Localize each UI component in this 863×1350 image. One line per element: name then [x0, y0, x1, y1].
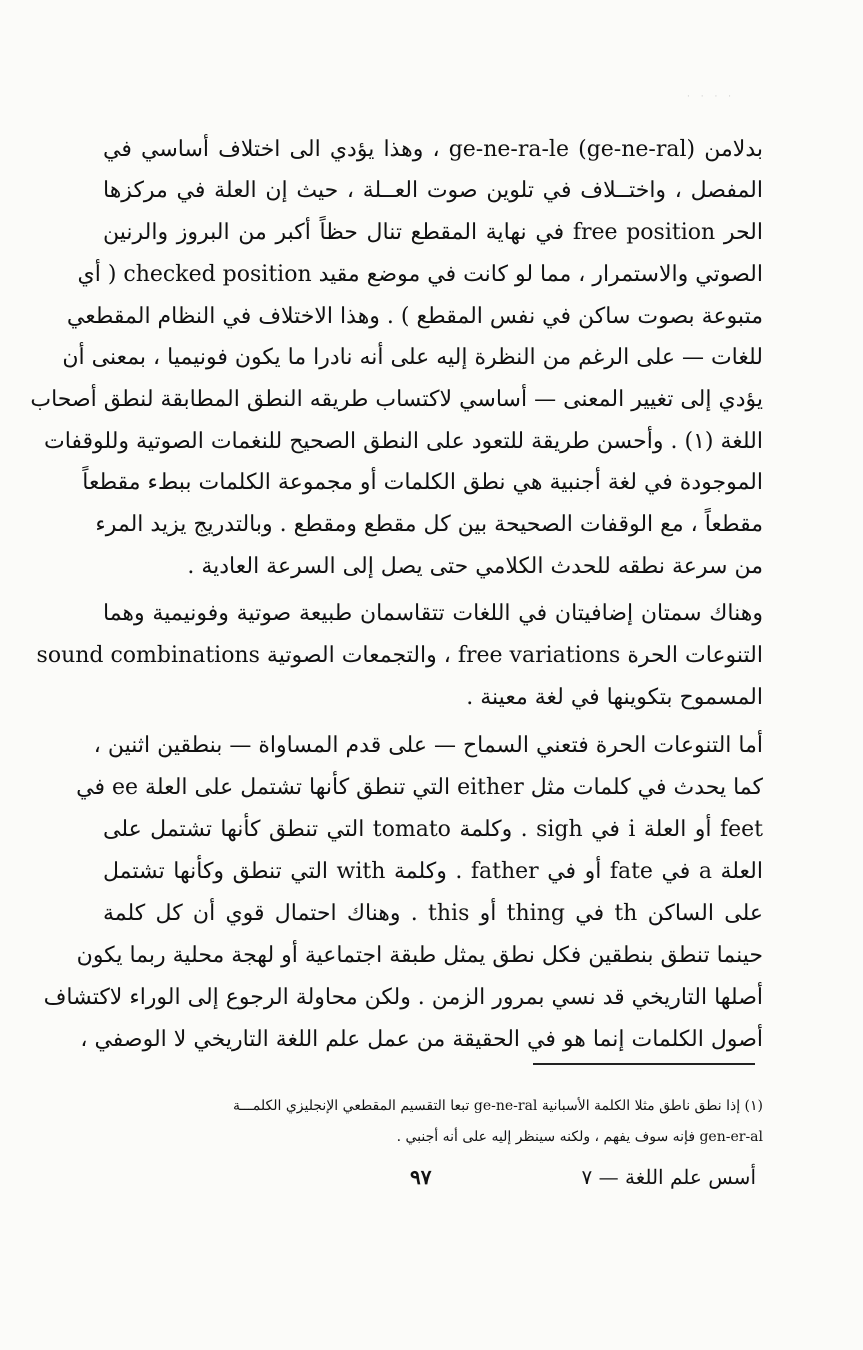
- scan-speck: · · · ·: [687, 92, 736, 102]
- body-line: وهناك سمتان إضافيتان في اللغات تتقاسمان طبيعة صوتية وفونيمية وهما: [103, 601, 763, 626]
- body-line: كما يحدث في كلمات مثل either التي تنطق كأنها تشتمل على العلة ee في: [76, 775, 763, 800]
- body-line: بدلامن ge-ne-ra-le (ge-ne-ral) ، وهذا يؤدي الى اختلاف أساسي في: [103, 137, 763, 162]
- footnote-line: (١) إذا نطق ناطق مثلا الكلمة الأسبانية ge-ne-ral تبعا التقسيم المقطعي الإنجليزي الكلمـــة: [232, 1098, 763, 1114]
- body-line: حينما تنطق بنطقين فكل نطق يمثل طبقة اجتماعية أو لهجة محلية ربما يكون: [76, 943, 763, 968]
- body-line: feet أو العلة i في sigh . وكلمة tomato التي تنطق كأنها تشتمل على: [103, 817, 763, 842]
- body-line: المفصل ، واختــلاف في تلوين صوت العــلة ، حيث إن العلة في مركزها: [103, 178, 763, 203]
- body-line: الصوتي والاستمرار ، مما لو كانت في موضع مقيد checked position ( أي: [77, 262, 763, 287]
- body-line: أما التنوعات الحرة فتعني السماح — على قدم المساواة — بنطقين اثنين ،: [93, 733, 763, 758]
- page-number: ٩٧: [410, 1165, 432, 1189]
- body-line: مقطعاً ، مع الوقفات الصحيحة بين كل مقطع ومقطع . وبالتدريج يزيد المرء: [95, 512, 763, 537]
- body-line: أصلها التاريخي قد نسي بمرور الزمن . ولكن محاولة الرجوع إلى الوراء لاكتشاف: [43, 985, 763, 1010]
- body-line: على الساكن th في thing أو this . وهناك احتمال قوي أن كل كلمة: [103, 901, 763, 926]
- body-line: من سرعة نطقه للحدث الكلامي حتى يصل إلى السرعة العادية .: [187, 554, 763, 579]
- body-line: الحر free position في نهاية المقطع تنال حظاً أكبر من البروز والرنين: [103, 220, 764, 245]
- body-line: متبوعة بصوت ساكن في نفس المقطع ) . وهذا الاختلاف في النظام المقطعي: [66, 304, 763, 329]
- body-line: المسموح بتكوينها في لغة معينة .: [466, 685, 763, 710]
- footnote-divider: [533, 1063, 755, 1065]
- footnote-line: gen-er-al فإنه سوف يفهم ، ولكنه سينظر إليه على أنه أجنبي .: [396, 1129, 763, 1145]
- running-footer-title: أسس علم اللغة — ٧: [581, 1165, 756, 1189]
- body-line: للغات — على الرغم من النظرة إليه على أنه نادرا ما يكون فونيميا ، بمعنى أن: [62, 345, 763, 370]
- body-line: يؤدي إلى تغيير المعنى — أساسي لاكتساب طريقه النطق المطابقة لنطق أصحاب: [30, 387, 763, 412]
- body-line: الموجودة في لغة أجنبية هي نطق الكلمات أو مجموعة الكلمات ببطء مقطعاً: [82, 470, 763, 495]
- body-line: التنوعات الحرة free variations ، والتجمعات الصوتية sound combinations: [36, 643, 763, 668]
- body-line: العلة a في fate أو في father . وكلمة with التي تنطق وكأنها تشتمل: [103, 859, 763, 884]
- body-line: اللغة (١) . وأحسن طريقة للتعود على النطق الصحيح للنغمات الصوتية وللوقفات: [44, 429, 763, 454]
- body-line: أصول الكلمات إنما هو في الحقيقة من عمل علم اللغة التاريخي لا الوصفي ،: [80, 1027, 763, 1052]
